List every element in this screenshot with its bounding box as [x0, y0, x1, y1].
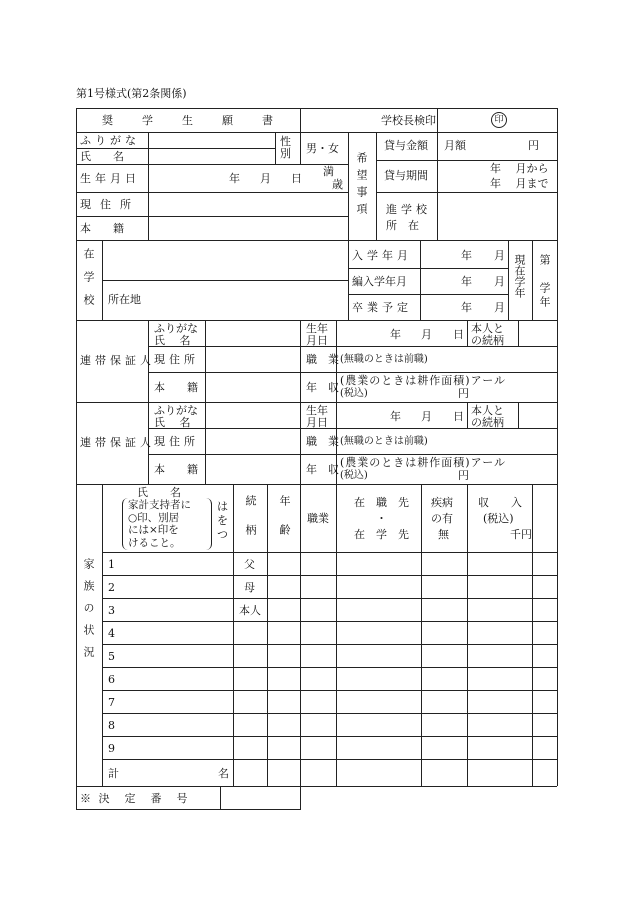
gender-label: 性別	[280, 135, 291, 160]
family-row-no: 5	[108, 650, 115, 663]
guarantor1-furigana-label: ふりがな	[154, 322, 198, 335]
guarantor2-furigana-label: ふりがな	[154, 404, 198, 417]
guarantor2-name-label: 氏 名	[154, 416, 191, 429]
loan-amount-label: 貸与金額	[384, 139, 428, 152]
monthly-label: 月額	[444, 139, 466, 152]
age-unit: 歳	[332, 178, 343, 191]
family-row-no: 7	[108, 696, 115, 709]
period-from-label: 年 月から	[490, 162, 549, 175]
birth-year-unit: 年	[229, 172, 240, 185]
entry-month-unit: 月	[494, 249, 505, 262]
family-note: 家計支持者に ○印、別居 には×印を けること。	[128, 499, 191, 549]
guarantor1-yen-unit: 円	[458, 387, 469, 400]
target-school-location-label: 所 在	[386, 219, 419, 232]
graduation-label: 卒業予定	[352, 301, 412, 314]
guarantor1-job-note: (無職のときは前職)	[340, 354, 428, 365]
guarantor2-year-unit: 年	[390, 410, 401, 423]
family-row-no: 8	[108, 719, 115, 732]
guarantor1-address-label: 現住所	[154, 353, 199, 366]
guarantor1-name-label: 氏 名	[154, 334, 191, 347]
applicant-name-label: 氏 名	[80, 150, 124, 163]
family-name-header: 氏 名	[137, 486, 181, 499]
family-row-relation: 本人	[239, 604, 261, 617]
guarantor1-year-unit: 年	[390, 328, 401, 341]
workplace-header-3: 在 学 先	[354, 528, 409, 541]
guarantor2-day-unit: 日	[453, 410, 464, 423]
guarantor1-name-field[interactable]	[208, 322, 298, 344]
address-label: 現住所	[80, 198, 140, 211]
guarantor1-birth-label-2: 月日	[306, 334, 328, 347]
family-row-no: 6	[108, 673, 115, 686]
family-row-no: 2	[108, 581, 115, 594]
school-label: 在学校	[82, 248, 95, 317]
guarantor1-birth-label-1: 生年	[306, 322, 328, 335]
guarantor1-domicile-label: 本 籍	[154, 381, 198, 394]
guarantor2-job-label: 職 業	[306, 435, 339, 448]
guarantor1-label: 連帯保証人	[80, 354, 155, 367]
guarantor1-job-label: 職 業	[306, 353, 339, 366]
guarantor2-income-label: 年 収	[306, 463, 339, 476]
guarantor2-month-unit: 月	[421, 410, 432, 423]
illness-header-2: の有	[431, 512, 453, 525]
gender-select[interactable]: 男・女	[306, 142, 339, 155]
guarantor2-job-note: (無職のときは前職)	[340, 436, 428, 447]
form-title: 奨 学 生 願 書	[102, 114, 282, 127]
grad-month-unit: 月	[494, 301, 505, 314]
school-location-label: 所在地	[108, 293, 141, 306]
guarantor1-month-unit: 月	[421, 328, 432, 341]
guarantor1-tax-label: (税込)	[340, 388, 368, 399]
guarantor2-address-label: 現住所	[154, 435, 199, 448]
guarantor2-birth-label-2: 月日	[306, 416, 328, 429]
guarantor2-birth-label-1: 生年	[306, 404, 328, 417]
address-field[interactable]	[152, 194, 344, 214]
decision-number-label: ※ 決 定 番 号	[80, 792, 190, 805]
entry-date-label: 入学年月	[352, 249, 412, 262]
illness-header-3: 無	[438, 528, 449, 541]
hope-label: 希望事項	[355, 152, 368, 220]
family-row-no: 1	[108, 558, 115, 571]
guarantor2-relation-label-2: の続柄	[471, 416, 504, 429]
transfer-year-unit: 年	[461, 275, 472, 288]
guarantor2-yen-unit: 円	[458, 469, 469, 482]
grad-year-unit: 年	[461, 301, 472, 314]
guarantor2-relation-label-1: 本人と	[471, 404, 504, 417]
period-to-label: 年 月まで	[490, 177, 549, 190]
yen-unit: 円	[528, 139, 539, 152]
age-header: 年齢	[278, 495, 291, 553]
loan-period-label: 貸与期間	[384, 169, 428, 182]
family-row-no: 3	[108, 604, 115, 617]
guarantor1-income-note: (農業のときは耕作面積)アール	[340, 374, 507, 387]
transfer-month-unit: 月	[494, 275, 505, 288]
family-row-no: 9	[108, 742, 115, 755]
grade-number-label: 第 学年	[538, 254, 551, 310]
guarantor2-label: 連帯保証人	[80, 436, 155, 449]
family-status-label: 家族の状況	[82, 558, 95, 668]
birth-day-unit: 日	[291, 172, 302, 185]
income-header-2: (税込)	[483, 512, 514, 525]
birth-month-unit: 月	[260, 172, 271, 185]
family-note-side: はをつ	[217, 500, 228, 541]
birth-date-label: 生年月日	[80, 172, 140, 185]
income-header-1: 収 入	[478, 496, 522, 509]
guarantor2-domicile-label: 本 籍	[154, 463, 198, 476]
transfer-date-label: 編入学年月	[352, 275, 407, 288]
decision-number-field[interactable]	[222, 788, 298, 807]
form-code: 第1号様式(第2条関係)	[76, 87, 187, 100]
income-header-3: 千円	[510, 528, 532, 541]
guarantor1-relation-label-1: 本人と	[471, 322, 504, 335]
family-total-label: 計	[108, 767, 119, 780]
family-total-unit: 名	[218, 767, 229, 780]
guarantor2-name-field[interactable]	[208, 404, 298, 426]
entry-year-unit: 年	[461, 249, 472, 262]
guarantor1-relation-label-2: の続柄	[471, 334, 504, 347]
applicant-name-field[interactable]	[152, 134, 272, 162]
guarantor1-day-unit: 日	[453, 328, 464, 341]
applicant-furigana-label: ふりがな	[80, 134, 140, 147]
guarantor1-income-label: 年 収	[306, 381, 339, 394]
age-prefix: 満	[323, 165, 334, 178]
seal-stamp-icon: 印	[491, 112, 507, 128]
occupation-header: 職業	[307, 512, 329, 525]
principal-seal-label: 学校長検印	[381, 114, 436, 127]
domicile-field[interactable]	[152, 218, 344, 238]
target-school-label: 進学校	[386, 203, 431, 216]
illness-header-1: 疾病	[431, 496, 453, 509]
family-row-no: 4	[108, 627, 115, 640]
guarantor2-tax-label: (税込)	[340, 470, 368, 481]
relation-header: 続柄	[244, 495, 257, 553]
workplace-header-2: ・	[376, 512, 387, 525]
workplace-header-1: 在 職 先	[354, 496, 409, 509]
current-grade-label: 現在学年	[513, 254, 526, 298]
guarantor2-income-note: (農業のときは耕作面積)アール	[340, 456, 507, 469]
family-row-relation: 母	[244, 581, 255, 594]
domicile-label: 本 籍	[80, 222, 124, 235]
family-row-relation: 父	[244, 558, 255, 571]
